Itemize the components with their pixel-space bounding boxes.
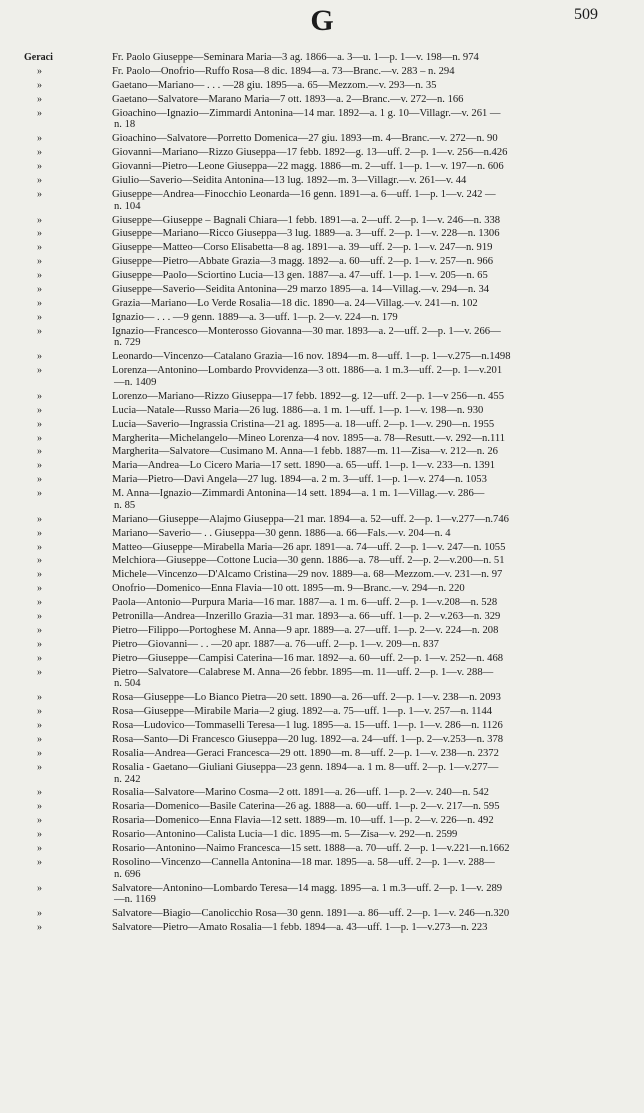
entry-surname-mark: » xyxy=(37,624,42,636)
entry-surname-mark: » xyxy=(37,404,42,416)
entry-text: Salvatore—Pietro—Amato Rosalia—1 febb. 1894—a. 43—uff. 1—p. 1—v.273—n. 223 xyxy=(112,922,488,934)
entry-surname-mark: » xyxy=(37,652,42,664)
register-entry xyxy=(0,583,644,595)
register-entry xyxy=(0,215,644,227)
register-entry xyxy=(0,720,644,732)
entry-text: Gioachino—Ignazio—Zimmardi Antonina—14 mar. 1892—a. 1 g. 10—Villagr.—v. 261 — xyxy=(112,107,501,119)
entry-surname-mark: » xyxy=(37,513,42,525)
entry-text: Giuseppe—Paolo—Sciortino Lucia—13 gen. 1887—a. 47—uff. 1—p. 1—v. 205—n. 65 xyxy=(112,270,488,282)
entry-surname-mark: » xyxy=(37,815,42,827)
entry-continuation: n. 729 xyxy=(114,337,141,349)
register-entry xyxy=(0,312,644,324)
register-entry xyxy=(0,667,644,691)
entry-surname-mark: » xyxy=(37,638,42,650)
entry-surname-mark: » xyxy=(37,583,42,595)
entry-surname-mark: » xyxy=(37,446,42,458)
register-entry xyxy=(0,80,644,92)
page-number: 509 xyxy=(574,6,598,23)
entry-text: Lorenzo—Mariano—Rizzo Giuseppa—17 febb. 1892—g. 12—uff. 2—p. 1—v 256—n. 455 xyxy=(112,390,505,402)
entry-surname-mark: » xyxy=(37,311,42,323)
entry-surname-mark: » xyxy=(37,720,42,732)
register-entry xyxy=(0,653,644,665)
register-entry xyxy=(0,762,644,786)
entry-surname-mark: » xyxy=(37,882,42,894)
entry-text: Giovanni—Pietro—Leone Giuseppa—22 magg. 1886—m. 2—uff. 1—p. 1—v. 197—n. 606 xyxy=(112,161,504,173)
entry-surname-mark: » xyxy=(37,79,42,91)
entry-text: Rosa—Giuseppe—Lo Bianco Pietra—20 sett. 1890—a. 26—uff. 2—p. 1—v. 238—n. 2093 xyxy=(112,692,501,704)
register-entry xyxy=(0,514,644,526)
register-entry xyxy=(0,857,644,881)
entry-text: Lorenza—Antonino—Lombardo Provvidenza—3 ott. 1886—a. 1 m.3—uff. 2—p. 1—v.201 xyxy=(112,365,503,377)
entry-text: Petronilla—Andrea—Inzerillo Grazia—31 mar. 1893—a. 66—uff. 1—p. 2—v.263—n. 329 xyxy=(112,611,501,623)
entry-text: Lucia—Saverio—Ingrassia Cristina—21 ag. 1895—a. 18—uff. 2—p. 1—v. 290—n. 1955 xyxy=(112,418,495,430)
register-entry xyxy=(0,298,644,310)
entry-surname-mark: » xyxy=(37,555,42,567)
entry-text: Salvatore—Antonino—Lombardo Teresa—14 magg. 1895—a. 1 m.3—uff. 2—p. 1—v. 289 xyxy=(112,882,503,894)
register-entry xyxy=(0,133,644,145)
register-entry xyxy=(0,228,644,240)
register-entry xyxy=(0,528,644,540)
entry-surname-mark: » xyxy=(37,432,42,444)
entry-text: Michele—Vincenzo—D'Alcamo Cristina—29 nov. 1889—a. 68—Mezzom.—v. 231—n. 97 xyxy=(112,569,503,581)
entry-text: Matteo—Giuseppe—Mirabella Maria—26 apr. 1891—a. 74—uff. 2—p. 1—v. 247—n. 1055 xyxy=(112,541,506,553)
register-entry xyxy=(0,488,644,512)
entry-text: Melchiora—Giuseppe—Cottone Lucia—30 genn. 1886—a. 78—uff. 2—p. 2—v.200—n. 51 xyxy=(112,555,505,567)
register-entry xyxy=(0,474,644,486)
register-entry xyxy=(0,175,644,187)
entry-surname-mark: » xyxy=(37,611,42,623)
register-entry xyxy=(0,706,644,718)
entry-text: Fr. Paolo Giuseppe—Seminara Maria—3 ag. 1866—a. 3—u. 1—p. 1—v. 198—n. 974 xyxy=(112,52,479,63)
entry-text: Lucia—Natale—Russo Maria—26 lug. 1886—a. 1 m. 1—uff. 1—p. 1—v. 198—n. 930 xyxy=(112,404,484,416)
entry-surname-mark: » xyxy=(37,843,42,854)
register-entry xyxy=(0,270,644,282)
entry-text: Giovanni—Mariano—Rizzo Giuseppa—17 febb. 1892—g. 13—uff. 2—p. 1—v. 256—n.426 xyxy=(112,147,508,159)
entry-surname-mark: » xyxy=(37,908,42,920)
register-entry xyxy=(0,189,644,213)
register-entries xyxy=(0,52,644,936)
register-entry xyxy=(0,147,644,159)
register-entry xyxy=(0,801,644,813)
register-entry xyxy=(0,108,644,132)
register-entry xyxy=(0,351,644,363)
entry-text: Rosaria—Domenico—Basile Caterina—26 ag. 1888—a. 60—uff. 1—p. 2—v. 217—n. 595 xyxy=(112,801,500,813)
entry-surname-mark: » xyxy=(37,527,42,539)
entry-surname-mark: » xyxy=(37,228,42,240)
entry-surname-mark: » xyxy=(37,147,42,159)
page-header-letter: G xyxy=(310,4,334,37)
entry-surname-mark: » xyxy=(37,597,42,609)
entry-text: Giuseppe—Saverio—Seidita Antonina—29 marzo 1895—a. 14—Villag.—v. 294—n. 34 xyxy=(112,283,490,295)
register-entry xyxy=(0,734,644,746)
entry-surname-mark: » xyxy=(37,460,42,472)
register-entry xyxy=(0,555,644,567)
entry-text: Rosa—Ludovico—Tommaselli Teresa—1 lug. 1895—a. 15—uff. 1—p. 1—v. 286—n. 1126 xyxy=(112,720,503,732)
entry-surname-mark: Geraci xyxy=(24,52,53,63)
entry-surname-mark: » xyxy=(37,133,42,145)
entry-surname-mark: » xyxy=(37,418,42,430)
entry-surname-mark: » xyxy=(37,256,42,268)
entry-continuation: n. 504 xyxy=(114,678,141,690)
entry-text: Gioachino—Salvatore—Porretto Domenica—27 giu. 1893—m. 4—Branc.—v. 272—n. 90 xyxy=(112,133,498,145)
register-entry xyxy=(0,405,644,417)
entry-continuation: n. 104 xyxy=(114,200,141,212)
entry-surname-mark: » xyxy=(37,65,42,77)
entry-text: Rosario—Antonino—Calista Lucia—1 dic. 1895—m. 5—Zisa—v. 292—n. 2599 xyxy=(112,829,458,841)
entry-text: Maria—Pietro—Davì Angela—27 lug. 1894—a. 2 m. 3—uff. 1—p. 1—v. 274—n. 1053 xyxy=(112,474,487,486)
register-entry xyxy=(0,843,644,855)
entry-surname-mark: » xyxy=(37,829,42,841)
entry-text: Rosa—Santo—Di Francesco Giuseppa—20 lug. 1892—a. 24—uff. 1—p. 2—v.253—n. 378 xyxy=(112,733,504,745)
entry-text: Giuseppe—Matteo—Corso Elisabetta—8 ag. 1891—a. 39—uff. 2—p. 1—v. 247—n. 919 xyxy=(112,242,493,254)
register-entry xyxy=(0,326,644,350)
entry-surname-mark: » xyxy=(37,390,42,402)
register-entry xyxy=(0,242,644,254)
entry-surname-mark: » xyxy=(37,93,42,105)
entry-surname-mark: » xyxy=(37,692,42,704)
entry-surname-mark: » xyxy=(37,787,42,799)
entry-text: Rosario—Antonino—Naimo Francesca—15 sett. 1888—a. 70—uff. 2—p. 1—v.221—n.1662 xyxy=(112,843,510,854)
entry-surname-mark: » xyxy=(37,270,42,282)
entry-surname-mark: » xyxy=(37,488,42,500)
entry-text: Margherita—Michelangelo—Mineo Lorenza—4 nov. 1895—a. 78—Resutt.—v. 292—n.111 xyxy=(112,432,506,444)
register-entry xyxy=(0,787,644,799)
entry-text: Rosolino—Vincenzo—Cannella Antonina—18 mar. 1895—a. 58—uff. 2—p. 1—v. 288— xyxy=(112,856,495,868)
entry-text: Fr. Paolo—Onofrio—Ruffo Rosa—8 dic. 1894—a. 73—Branc.—v. 283 – n. 294 xyxy=(112,65,455,77)
register-entry xyxy=(0,433,644,445)
entry-surname-mark: » xyxy=(37,569,42,581)
entry-surname-mark: » xyxy=(37,747,42,759)
register-entry xyxy=(0,569,644,581)
entry-text: Salvatore—Biagio—Canolicchio Rosa—30 genn. 1891—a. 86—uff. 2—p. 1—v. 246—n.320 xyxy=(112,908,510,920)
entry-text: M. Anna—Ignazio—Zimmardi Antonina—14 sett. 1894—a. 1 m. 1—Villag.—v. 286— xyxy=(112,488,485,500)
register-entry xyxy=(0,542,644,554)
entry-continuation: n. 696 xyxy=(114,868,141,880)
entry-continuation: n. 242 xyxy=(114,773,141,785)
register-entry xyxy=(0,52,644,64)
register-entry xyxy=(0,815,644,827)
register-entry xyxy=(0,922,644,934)
entry-surname-mark: » xyxy=(37,214,42,226)
entry-text: Giuseppe—Mariano—Ricco Giuseppa—3 lug. 1889—a. 3—uff. 2—p. 1—v. 228—n. 1306 xyxy=(112,228,500,240)
entry-continuation: n. 18 xyxy=(114,119,136,131)
register-entry xyxy=(0,284,644,296)
entry-text: Rosaria—Domenico—Enna Flavia—12 sett. 1889—m. 10—uff. 1—p. 2—v. 226—n. 492 xyxy=(112,815,494,827)
entry-surname-mark: » xyxy=(37,856,42,868)
entry-surname-mark: » xyxy=(37,161,42,173)
entry-text: Rosalia - Gaetano—Giuliani Giuseppa—23 genn. 1894—a. 1 m. 8—uff. 2—p. 1—v.277— xyxy=(112,761,499,773)
register-entry xyxy=(0,908,644,920)
entry-surname-mark: » xyxy=(37,474,42,486)
entry-text: Gaetano—Mariano— . . . —28 giu. 1895—a. 65—Mezzom.—v. 293—n. 35 xyxy=(112,79,437,91)
register-entry xyxy=(0,256,644,268)
entry-text: Ignazio— . . . —9 genn. 1889—a. 3—uff. 1—p. 2—v. 224—n. 179 xyxy=(112,311,398,323)
entry-surname-mark: » xyxy=(37,174,42,186)
entry-surname-mark: » xyxy=(37,706,42,718)
register-entry xyxy=(0,365,644,389)
entry-text: Giulio—Saverio—Seidita Antonina—13 lug. 1892—m. 3—Villagr.—v. 261—v. 44 xyxy=(112,174,467,186)
entry-surname-mark: » xyxy=(37,365,42,377)
entry-continuation: —n. 1409 xyxy=(114,377,157,388)
entry-text: Grazia—Mariano—Lo Verde Rosalia—18 dic. 1890—a. 24—Villag.—v. 241—n. 102 xyxy=(112,297,478,309)
register-entry xyxy=(0,391,644,403)
register-entry xyxy=(0,692,644,704)
entry-surname-mark: » xyxy=(37,541,42,553)
register-entry xyxy=(0,446,644,458)
register-entry xyxy=(0,419,644,431)
register-entry xyxy=(0,883,644,907)
entry-text: Leonardo—Vincenzo—Catalano Grazia—16 nov. 1894—m. 8—uff. 1—p. 1—v.275—n.1498 xyxy=(112,351,511,363)
register-entry xyxy=(0,66,644,78)
entry-text: Paola—Antonio—Purpura Maria—16 mar. 1887—a. 1 m. 6—uff. 2—p. 1—v.208—n. 528 xyxy=(112,597,498,609)
entry-text: Giuseppe—Giuseppe – Bagnali Chiara—1 febb. 1891—a. 2—uff. 2—p. 1—v. 246—n. 338 xyxy=(112,214,501,226)
entry-surname-mark: » xyxy=(37,922,42,934)
register-entry xyxy=(0,625,644,637)
entry-continuation: —n. 1169 xyxy=(114,894,156,906)
entry-text: Rosalia—Andrea—Geraci Francesca—29 ott. 1890—m. 8—uff. 2—p. 1—v. 238—n. 2372 xyxy=(112,747,499,759)
entry-surname-mark: » xyxy=(37,297,42,309)
entry-text: Pietro—Giovanni— . . —20 apr. 1887—a. 76—uff. 2—p. 1—v. 209—n. 837 xyxy=(112,638,439,650)
entry-text: Giuseppe—Andrea—Finocchio Leonarda—16 genn. 1891—a. 6—uff. 1—p. 1—v. 242 — xyxy=(112,188,496,200)
register-entry xyxy=(0,611,644,623)
entry-surname-mark: » xyxy=(37,351,42,363)
entry-surname-mark: » xyxy=(37,283,42,295)
register-entry xyxy=(0,597,644,609)
entry-text: Onofrio—Domenico—Enna Flavia—10 ott. 1895—m. 9—Branc.—v. 294—n. 220 xyxy=(112,583,465,595)
entry-text: Giuseppe—Pietro—Abbate Grazia—3 magg. 1892—a. 60—uff. 2—p. 1—v. 257—n. 966 xyxy=(112,256,494,268)
entry-surname-mark: » xyxy=(37,107,42,119)
register-entry xyxy=(0,748,644,760)
entry-text: Mariano—Giuseppe—Alajmo Giuseppa—21 mar. 1894—a. 52—uff. 2—p. 1—v.277—n.746 xyxy=(112,513,509,525)
entry-surname-mark: » xyxy=(37,801,42,813)
entry-text: Pietro—Salvatore—Calabrese M. Anna—26 febbr. 1895—m. 11—uff. 2—p. 1—v. 288— xyxy=(112,666,494,678)
register-entry xyxy=(0,460,644,472)
entry-text: Margherita—Salvatore—Cusimano M. Anna—1 febb. 1887—m. 11—Zisa—v. 212—n. 26 xyxy=(112,446,498,458)
register-entry xyxy=(0,161,644,173)
entry-continuation: n. 85 xyxy=(114,499,136,511)
register-entry xyxy=(0,94,644,106)
entry-surname-mark: » xyxy=(37,666,42,678)
entry-text: Ignazio—Francesco—Monterosso Giovanna—30 mar. 1893—a. 2—uff. 2—p. 1—v. 266— xyxy=(112,325,501,337)
entry-text: Gaetano—Salvatore—Marano Maria—7 ott. 1893—a. 2—Branc.—v. 272—n. 166 xyxy=(112,93,464,105)
entry-text: Maria—Andrea—Lo Cicero Maria—17 sett. 1890—a. 65—uff. 1—p. 1—v. 233—n. 1391 xyxy=(112,460,496,472)
entry-surname-mark: » xyxy=(37,188,42,200)
entry-text: Pietro—Filippo—Portoghese M. Anna—9 apr. 1889—a. 27—uff. 1—p. 2—v. 224—n. 208 xyxy=(112,624,499,636)
entry-text: Mariano—Saverio— . . Giuseppa—30 genn. 1886—a. 66—Fals.—v. 204—n. 4 xyxy=(112,527,451,539)
entry-surname-mark: » xyxy=(37,242,42,254)
entry-text: Pietro—Giuseppe—Campisi Caterina—16 mar. 1892—a. 60—uff. 2—p. 1—v. 252—n. 468 xyxy=(112,652,504,664)
entry-text: Rosa—Giuseppe—Mirabile Maria—2 giug. 1892—a. 75—uff. 1—p. 1—v. 257—n. 1144 xyxy=(112,706,493,718)
entry-surname-mark: » xyxy=(37,325,42,337)
entry-surname-mark: » xyxy=(37,761,42,773)
entry-surname-mark: » xyxy=(37,733,42,745)
register-entry xyxy=(0,829,644,841)
register-entry xyxy=(0,639,644,651)
entry-text: Rosalia—Salvatore—Marino Cosma—2 ott. 1891—a. 26—uff. 1—p. 2—v. 240—n. 542 xyxy=(112,787,489,799)
